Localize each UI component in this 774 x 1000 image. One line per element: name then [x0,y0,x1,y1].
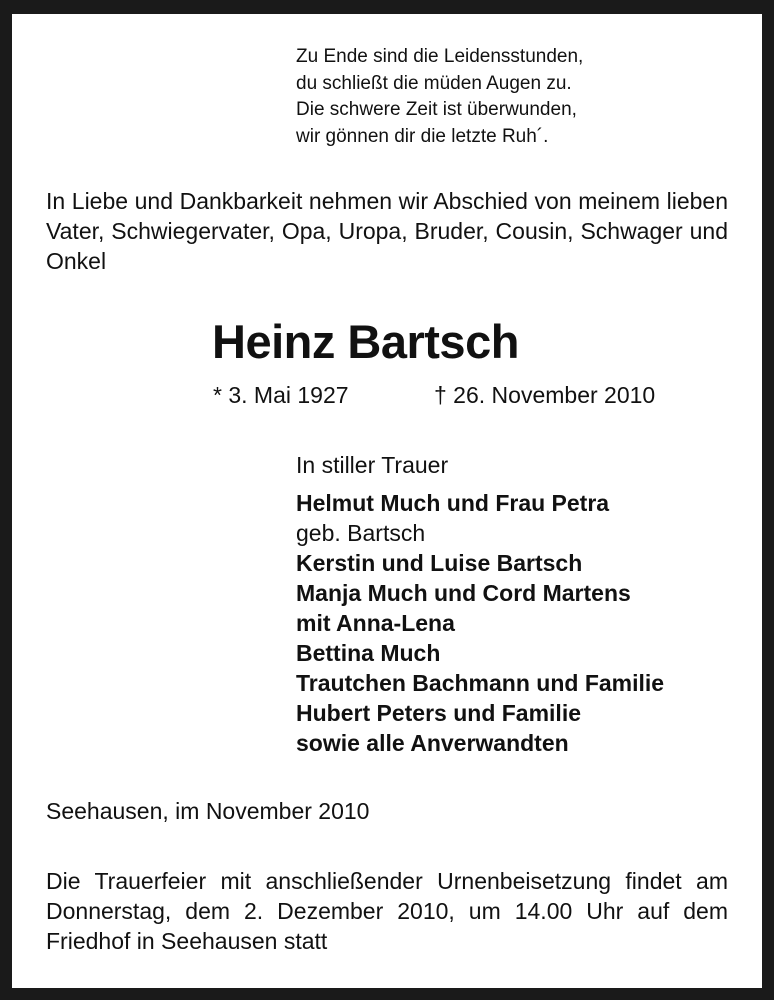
poem-line: du schließt die müden Augen zu. [296,72,572,94]
deceased-name: Heinz Bartsch [212,315,519,368]
place-and-date: Seehausen, im November 2010 [46,798,370,824]
poem-line: Zu Ende sind die Leidensstunden, [296,46,584,67]
funeral-notice: Die Trauerfeier mit anschließender Urnenbeisetzung findet am Donnerstag, dem 2. Dezember 2010, um 14.00 Uhr auf dem Friedhof in Seehausen statt [46,868,728,954]
mourner-line: sowie alle Anverwandten [296,730,569,756]
farewell-intro: In Liebe und Dankbarkeit nehmen wir Abschied von meinem lieben Vater, Schwiegervater, Opa, Uropa, Bruder, Cousin, Schwager und Onkel [46,188,728,274]
poem-line: Die schwere Zeit ist überwunden, [296,99,577,120]
mourner-line: mit Anna-Lena [296,610,455,636]
mourner-line: Bettina Much [296,640,441,666]
mourning-heading: In stiller Trauer [296,452,449,478]
mourner-line: Helmut Much und Frau Petra [296,490,610,516]
death-date: † 26. November 2010 [434,382,656,408]
mourner-line: Kerstin und Luise Bartsch [296,550,583,576]
mourner-line: Hubert Peters und Familie [296,700,582,726]
mourner-line: geb. Bartsch [296,520,426,546]
poem-line: wir gönnen dir die letzte Ruh´. [296,125,549,147]
memorial-poem [296,44,583,150]
mourner-line: Manja Much und Cord Martens [296,580,631,606]
birth-date: * 3. Mai 1927 [213,382,349,408]
mourners-list [296,488,664,758]
mourner-line: Trautchen Bachmann und Familie [296,670,665,696]
